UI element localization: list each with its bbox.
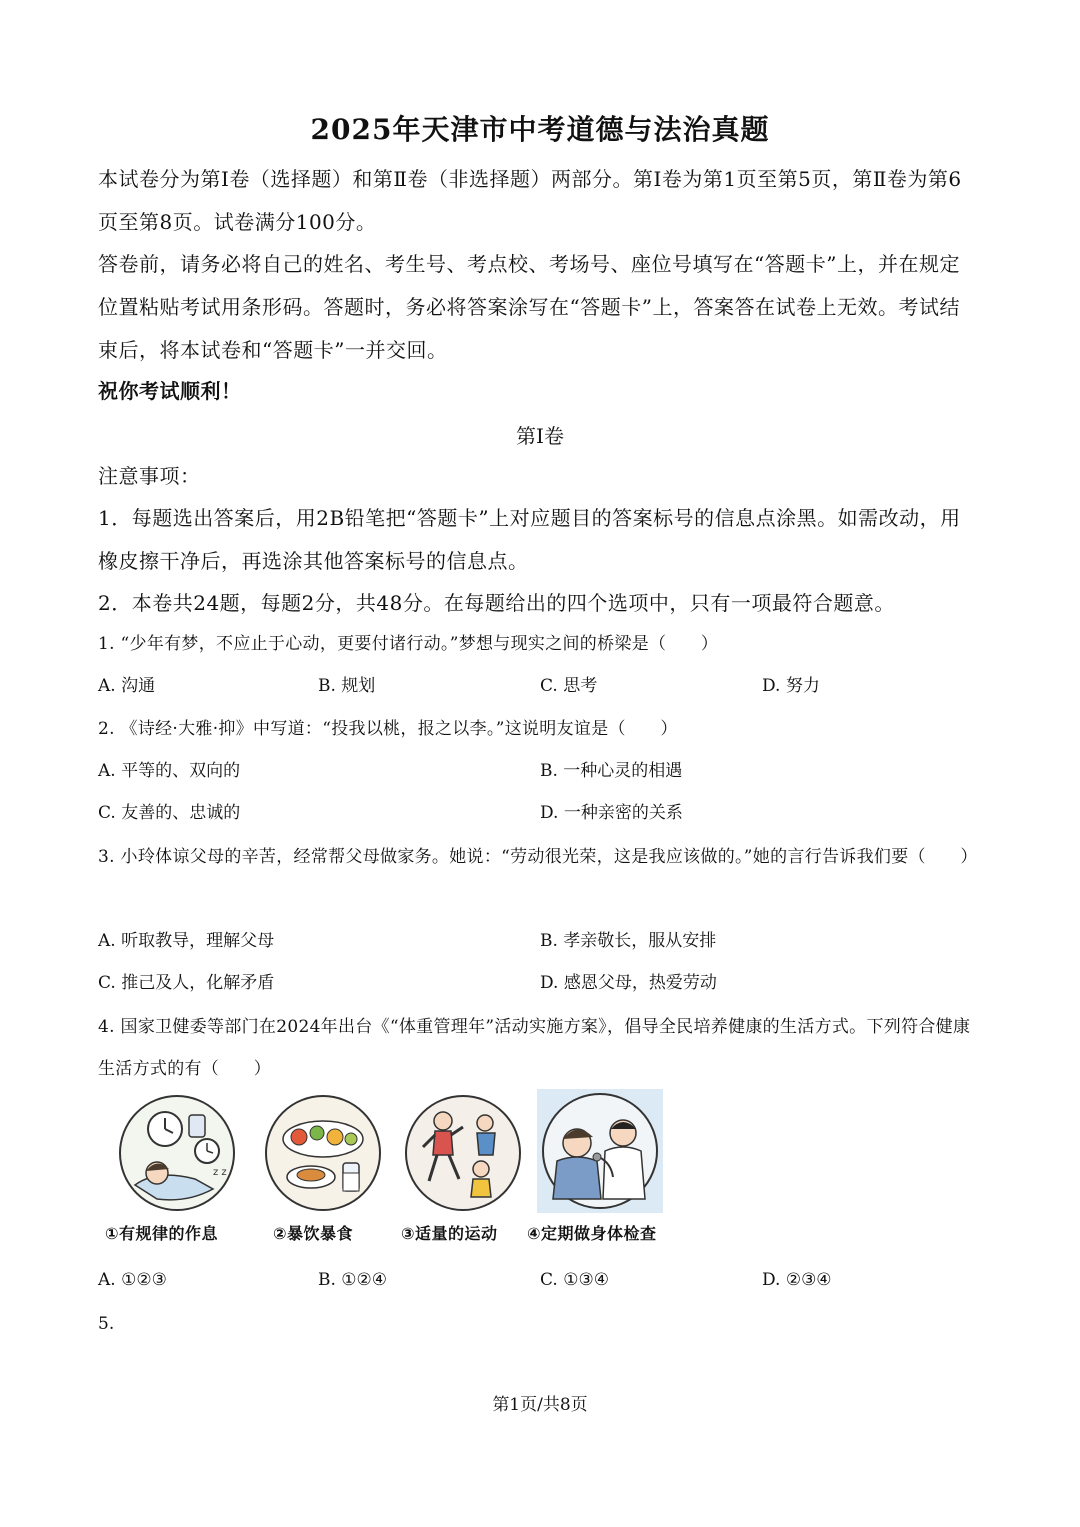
question-3-options-row-1 — [98, 920, 983, 962]
question-2-options-row-2 — [98, 792, 983, 834]
question-2-options-row-1 — [98, 750, 983, 792]
option-d: D. 努力 — [762, 676, 820, 696]
option-a: A. 听取教导，理解父母 — [98, 931, 275, 951]
option-d: D. 一种亲密的关系 — [540, 803, 683, 823]
question-1-stem: 1. “少年有梦，不应止于心动，更要付诸行动。”梦想与现实之间的桥梁是（ ） — [98, 634, 719, 654]
question-3-options-row-2 — [98, 962, 983, 1004]
question-2-stem: 2. 《诗经·大雅·抑》中写道：“投我以桃，报之以李。”这说明友谊是（ ） — [98, 719, 678, 739]
notice-item-1: 1．每题选出答案后，用2B铅笔把“答题卡”上对应题目的答案标号的信息点涂黑。如需改动，用橡皮擦干净后，再选涂其他答案标号的信息点。 — [98, 506, 961, 573]
question-4-illustrations — [105, 1093, 685, 1253]
illustration-exercise — [403, 1093, 523, 1213]
option-d: D. 感恩父母，热爱劳动 — [540, 973, 717, 993]
intro-paragraph-2: 答卷前，请务必将自己的姓名、考生号、考点校、考场号、座位号填写在“答题卡”上，并在规定位置粘贴考试用条形码。答题时，务必将答案涂写在“答题卡”上，答案答在试卷上无效。考试结束后，将本试卷和“答题卡”一并交回。 — [98, 252, 960, 362]
illustration-overeating — [263, 1093, 383, 1213]
notice-title: 注意事项： — [98, 464, 201, 488]
intro-paragraph-1: 本试卷分为第Ⅰ卷（选择题）和第Ⅱ卷（非选择题）两部分。第Ⅰ卷为第1页至第5页，第Ⅱ卷为第6页至第8页。试卷满分100分。 — [98, 167, 962, 234]
caption-1: ①有规律的作息 — [105, 1224, 219, 1243]
option-b: B. 孝亲敬长，服从安排 — [540, 931, 717, 951]
option-a: A. 平等的、双向的 — [98, 761, 241, 781]
option-a: A. ①②③ — [98, 1270, 167, 1290]
question-3-stem: 3. 小玲体谅父母的辛苦，经常帮父母做家务。她说：“劳动很光荣，这是我应该做的。”她的言行告诉我们要（ ） — [98, 847, 978, 867]
question-1-options — [98, 665, 983, 707]
caption-3: ③适量的运动 — [401, 1224, 498, 1243]
caption-2: ②暴饮暴食 — [273, 1224, 354, 1243]
svg-text:z z: z z — [213, 1167, 227, 1178]
option-b: B. 一种心灵的相遇 — [540, 761, 683, 781]
volume-title: 第Ⅰ卷 — [516, 424, 564, 448]
caption-4: ④定期做身体检查 — [527, 1224, 657, 1243]
option-b: B. 规划 — [318, 676, 376, 696]
page-footer: 第1页/共8页 — [492, 1395, 588, 1415]
notice-item-2: 2．本卷共24题，每题2分，共48分。在每题给出的四个选项中，只有一项最符合题意。 — [98, 591, 895, 615]
option-b: B. ①②④ — [318, 1270, 388, 1290]
page-title: 2025年天津市中考道德与法治真题 — [310, 113, 770, 146]
option-c: C. ①③④ — [540, 1270, 609, 1290]
good-luck-text: 祝你考试顺利！ — [98, 379, 242, 403]
option-c: C. 友善的、忠诚的 — [98, 803, 241, 823]
illustration-regular-schedule — [117, 1093, 237, 1213]
question-4-stem: 4. 国家卫健委等部门在2024年出台《“体重管理年”活动实施方案》，倡导全民培养健康的生活方式。下列符合健康生活方式的有（ ） — [98, 1017, 971, 1079]
option-c: C. 思考 — [540, 676, 598, 696]
illustration-health-checkup — [535, 1087, 665, 1215]
option-d: D. ②③④ — [762, 1270, 832, 1290]
question-4-options — [98, 1259, 983, 1301]
option-a: A. 沟通 — [98, 676, 156, 696]
question-5-number: 5. — [98, 1314, 115, 1334]
option-c: C. 推己及人，化解矛盾 — [98, 973, 275, 993]
